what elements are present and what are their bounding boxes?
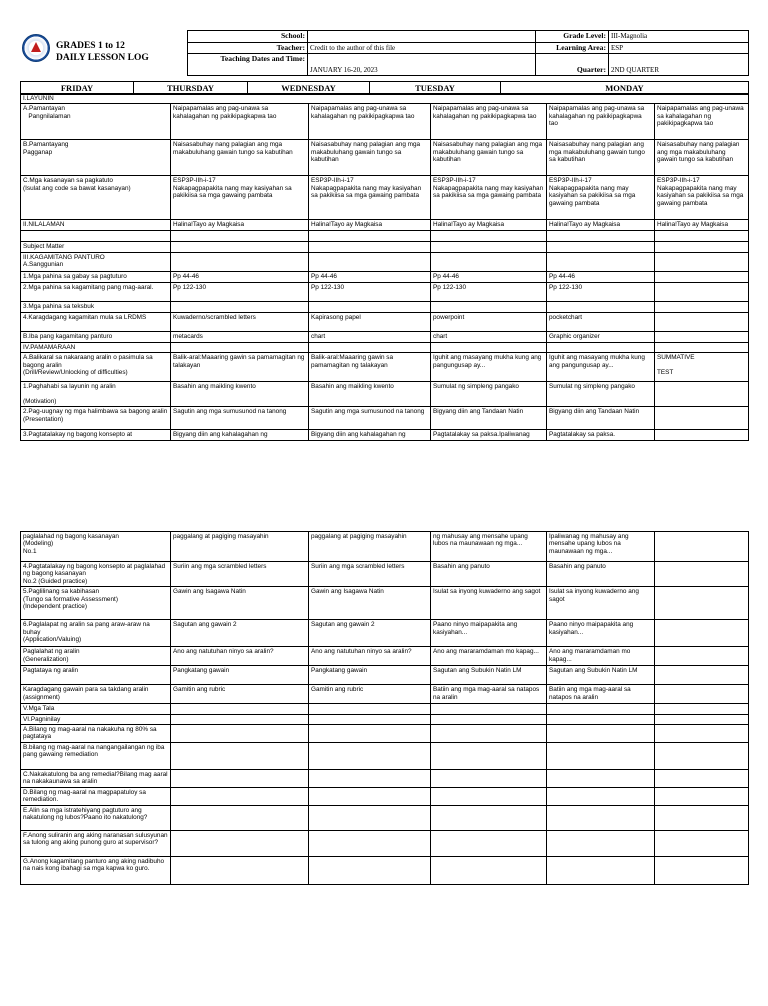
table-cell bbox=[431, 770, 547, 788]
table-cell: Pagtatalakay sa paksa.Ipaliwanag bbox=[431, 430, 547, 441]
table-cell: Naipapamalas ang pag-unawa sa kahalagahan ng pakikipagkapwa tao bbox=[309, 104, 431, 140]
table-row bbox=[21, 342, 749, 352]
table-cell: ESP3P-IIh-i-17 Nakapagpapakita nang may kasiyahan sa pakikiisa sa mga gawaing pambata bbox=[547, 176, 655, 220]
row-label: A.Pamantayan Pangnilalaman bbox=[21, 104, 171, 140]
table-cell bbox=[171, 704, 309, 714]
table-row bbox=[21, 788, 749, 806]
table-cell bbox=[171, 342, 309, 352]
table-row bbox=[21, 666, 749, 685]
table-cell bbox=[547, 788, 655, 806]
table-cell: Balik-aral:Maaaring gawin sa pamamagitan ng talakayan bbox=[309, 353, 431, 382]
table-cell bbox=[655, 788, 749, 806]
table-cell: Halina!Tayo ay Magkaisa bbox=[171, 220, 309, 231]
table-cell: Gawin ang Isagawa Natin bbox=[171, 587, 309, 620]
table-cell: chart bbox=[309, 331, 431, 342]
table-cell bbox=[171, 856, 309, 884]
table-row bbox=[21, 301, 749, 312]
table-cell bbox=[171, 301, 309, 312]
deped-seal-icon bbox=[22, 34, 50, 62]
table-cell: Halina!Tayo ay Magkaisa bbox=[655, 220, 749, 231]
table-cell bbox=[309, 242, 431, 252]
table-cell: Bigyang diin ang Tandaan Natin bbox=[547, 407, 655, 430]
table-cell bbox=[309, 342, 431, 352]
table-cell bbox=[431, 805, 547, 830]
table-cell bbox=[171, 714, 309, 724]
table-cell: Naisasabuhay nang palagian ang mga makabuluhang gawain tungo sa kabutihan bbox=[309, 140, 431, 176]
table-row bbox=[21, 562, 749, 587]
table-cell: Pp 44-46 bbox=[547, 271, 655, 282]
table-cell bbox=[547, 301, 655, 312]
table-row bbox=[21, 856, 749, 884]
learning-area-label: Learning Area: bbox=[536, 42, 609, 54]
table-cell: ESP3P-IIh-i-17 Nakapagpapakita nang may kasiyahan sa pakikiisa sa mga gawaing pambata bbox=[309, 176, 431, 220]
table-cell bbox=[655, 666, 749, 685]
table-cell: Naipapamalas ang pag-unawa sa kahalagahan ng pakikipagkapwa tao bbox=[655, 104, 749, 140]
table-cell: Pp 44-46 bbox=[309, 271, 431, 282]
table-cell bbox=[655, 382, 749, 407]
row-label: 6.Paglalapat ng aralin sa pang araw-araw na buhay (Application/Valuing) bbox=[21, 620, 171, 647]
table-cell: ESP3P-IIh-i-17 Nakapagpapakita nang may kasiyahan sa pakikiisa sa mga gawaing pambata bbox=[655, 176, 749, 220]
table-cell: Suriin ang mga scrambled letters bbox=[309, 562, 431, 587]
table-cell bbox=[309, 856, 431, 884]
table-cell: Gawin ang Isagawa Natin bbox=[309, 587, 431, 620]
table-row bbox=[21, 620, 749, 647]
row-label: III.KAGAMITANG PANTURO A.Sanggunian bbox=[21, 252, 171, 271]
school-label: School: bbox=[188, 31, 308, 43]
row-label: I.LAYUNIN bbox=[21, 94, 749, 104]
header-table bbox=[187, 30, 749, 76]
table-cell: Pangkatang gawain bbox=[309, 666, 431, 685]
table-row bbox=[21, 770, 749, 788]
table-cell: Suriin ang mga scrambled letters bbox=[171, 562, 309, 587]
table-cell bbox=[655, 342, 749, 352]
table-cell: metacards bbox=[171, 331, 309, 342]
table-cell: Gamitin ang rubric bbox=[309, 685, 431, 704]
row-label: 5.Paglilinang sa kabihasan (Tungo sa formative Assessment) (Independent practice) bbox=[21, 587, 171, 620]
row-label: Karagdagang gawain para sa takdang aralin (assignment) bbox=[21, 685, 171, 704]
table-cell: Sagutan ang Subukin Natin LM bbox=[547, 666, 655, 685]
table-row bbox=[21, 743, 749, 770]
table-cell bbox=[171, 805, 309, 830]
row-label: D.Bilang ng mag-aaral na magpapatuloy sa remediation. bbox=[21, 788, 171, 806]
table-row bbox=[21, 407, 749, 430]
table-cell bbox=[655, 725, 749, 743]
table-row bbox=[21, 430, 749, 441]
grade-level-label: Grade Level: bbox=[536, 31, 609, 43]
table-cell bbox=[171, 242, 309, 252]
day-tuesday: TUESDAY bbox=[370, 82, 501, 95]
row-label: VI.Pagninilay bbox=[21, 714, 171, 724]
table-cell: Graphic organizer bbox=[547, 331, 655, 342]
grade-level-value: III-Magnolia bbox=[609, 31, 749, 43]
table-row bbox=[21, 714, 749, 724]
table-cell: Halina!Tayo ay Magkaisa bbox=[547, 220, 655, 231]
table-row bbox=[21, 282, 749, 301]
teaching-dates-label: Teaching Dates and Time: bbox=[188, 54, 308, 76]
table-cell: ng mahusay ang mensahe upang lubos na maunawaan ng mga... bbox=[431, 532, 547, 562]
table-cell bbox=[309, 231, 431, 242]
table-row bbox=[21, 220, 749, 231]
table-row bbox=[21, 331, 749, 342]
table-cell: Iguhit ang masayang mukha kung ang pangungusap ay... bbox=[431, 353, 547, 382]
table-cell bbox=[431, 714, 547, 724]
title-line-1: GRADES 1 to 12 bbox=[56, 41, 125, 51]
table-cell: Sagutan ang gawain 2 bbox=[309, 620, 431, 647]
table-cell bbox=[655, 407, 749, 430]
row-label: 4.Karagdagang kagamitan mula sa LRDMS bbox=[21, 312, 171, 331]
table-cell: Bigyang diin ang Tandaan Natin bbox=[431, 407, 547, 430]
table-cell bbox=[655, 242, 749, 252]
table-cell bbox=[547, 342, 655, 352]
row-label: 1.Paghahabi sa layunin ng aralin (Motivation) bbox=[21, 382, 171, 407]
table-cell bbox=[547, 725, 655, 743]
table-row bbox=[21, 830, 749, 856]
row-label: 4.Pagtatalakay ng bagong konsepto at paglalahad ng bagong kasanayan No.2 (Guided practice) bbox=[21, 562, 171, 587]
table-cell bbox=[655, 331, 749, 342]
table-row bbox=[21, 704, 749, 714]
table-cell bbox=[655, 620, 749, 647]
table-cell: SUMMATIVE TEST bbox=[655, 353, 749, 382]
row-label: B.Pamantayang Pagganap bbox=[21, 140, 171, 176]
table-row bbox=[21, 312, 749, 331]
table-cell: Iguhit ang masayang mukha kung ang pangungusap ay... bbox=[547, 353, 655, 382]
table-cell: Ano ang natutuhan ninyo sa aralin? bbox=[171, 647, 309, 666]
table-cell bbox=[431, 301, 547, 312]
table-cell: Pagtatalakay sa paksa. bbox=[547, 430, 655, 441]
table-cell bbox=[309, 805, 431, 830]
table-cell bbox=[431, 725, 547, 743]
table-cell bbox=[431, 231, 547, 242]
table-cell bbox=[655, 562, 749, 587]
row-label: F.Anong suliranin ang aking naranasan sulusyunan sa tulong ang aking punong guro at supervisor? bbox=[21, 830, 171, 856]
table-cell bbox=[655, 647, 749, 666]
row-label: 2.Mga pahina sa kagamitang pang mag-aaral. bbox=[21, 282, 171, 301]
row-label: C.Mga kasanayan sa pagkatuto (Isulat ang code sa bawat kasanayan) bbox=[21, 176, 171, 220]
table-cell bbox=[171, 252, 309, 271]
table-cell bbox=[655, 685, 749, 704]
teacher-value: Credit to the author of this file bbox=[308, 42, 536, 54]
title-line-2: DAILY LESSON LOG bbox=[56, 53, 149, 63]
row-label: E.Alin sa mga istratehiyang pagtuturo ang nakatulong ng lubos?Paano ito nakatulong? bbox=[21, 805, 171, 830]
table-cell bbox=[309, 770, 431, 788]
table-cell: Naipapamalas ang pag-unawa sa kahalagahan ng pakikipagkapwa tao bbox=[171, 104, 309, 140]
table-cell bbox=[547, 830, 655, 856]
table-cell bbox=[547, 252, 655, 271]
table-cell bbox=[171, 743, 309, 770]
table-cell: powerpoint bbox=[431, 312, 547, 331]
row-label: Subject Matter bbox=[21, 242, 171, 252]
table-cell bbox=[309, 704, 431, 714]
row-label: V.Mga Tala bbox=[21, 704, 171, 714]
table-cell: Naisasabuhay nang palagian ang mga makabuluhang gawain tungo sa kabutihan bbox=[547, 140, 655, 176]
day-friday: FRIDAY bbox=[21, 82, 134, 95]
quarter-value: 2ND QUARTER bbox=[609, 54, 749, 76]
table-cell bbox=[655, 231, 749, 242]
table-cell: Pp 44-46 bbox=[431, 271, 547, 282]
table-cell bbox=[431, 743, 547, 770]
table-cell bbox=[309, 830, 431, 856]
quarter-label: Quarter: bbox=[536, 54, 609, 76]
row-label: 3.Mga pahina sa teksbuk bbox=[21, 301, 171, 312]
table-cell bbox=[655, 770, 749, 788]
row-label: G.Anong kagamitang panturo ang aking nadibuho na nais kong ibahagi sa mga kapwa ko guro. bbox=[21, 856, 171, 884]
table-cell: Batiin ang mga mag-aaral sa natapos na aralin bbox=[547, 685, 655, 704]
day-monday: MONDAY bbox=[501, 82, 749, 95]
table-cell bbox=[171, 231, 309, 242]
table-cell bbox=[309, 743, 431, 770]
table-cell bbox=[431, 830, 547, 856]
table-cell bbox=[655, 704, 749, 714]
table-row bbox=[21, 685, 749, 704]
table-cell bbox=[171, 788, 309, 806]
table-cell: Pp 122-130 bbox=[309, 282, 431, 301]
table-cell bbox=[655, 532, 749, 562]
lesson-table-part-1 bbox=[20, 93, 749, 441]
table-cell bbox=[171, 830, 309, 856]
row-label: Pagtataya ng aralin bbox=[21, 666, 171, 685]
table-cell bbox=[547, 231, 655, 242]
table-row bbox=[21, 647, 749, 666]
table-cell: Naipapamalas ang pag-unawa sa kahalagahan ng pakikipagkapwa tao bbox=[431, 104, 547, 140]
table-cell: Basahin ang maikling kwento bbox=[309, 382, 431, 407]
row-label: Paglalahat ng aralin (Generalization) bbox=[21, 647, 171, 666]
table-cell: ESP3P-IIh-i-17 Nakapagpapakita nang may kasiyahan sa pakikiisa sa mga gawaing pambata bbox=[171, 176, 309, 220]
table-cell: Pp 44-46 bbox=[171, 271, 309, 282]
table-cell bbox=[547, 704, 655, 714]
table-row bbox=[21, 587, 749, 620]
table-cell: Sagutin ang mga sumusunod na tanong bbox=[309, 407, 431, 430]
table-cell bbox=[655, 430, 749, 441]
table-cell bbox=[655, 252, 749, 271]
table-cell: Halina!Tayo ay Magkaisa bbox=[431, 220, 547, 231]
table-cell bbox=[655, 830, 749, 856]
table-cell: Halina!Tayo ay Magkaisa bbox=[309, 220, 431, 231]
table-cell bbox=[309, 301, 431, 312]
table-cell bbox=[547, 805, 655, 830]
row-label: C.Nakakatulong ba ang remedial?Bilang mag aaral na nakakaunawa sa aralin bbox=[21, 770, 171, 788]
table-row bbox=[21, 725, 749, 743]
table-cell: Kuwaderno/scrambled letters bbox=[171, 312, 309, 331]
table-cell bbox=[547, 714, 655, 724]
table-cell: Pp 122-130 bbox=[171, 282, 309, 301]
row-label bbox=[21, 231, 171, 242]
row-label: IV.PAMAMARAAN bbox=[21, 342, 171, 352]
table-cell: Sumulat ng simpleng pangako bbox=[431, 382, 547, 407]
table-cell: Basahin ang maikling kwento bbox=[171, 382, 309, 407]
table-cell: Ano ang mararamdaman mo kapag... bbox=[431, 647, 547, 666]
table-cell: Isulat sa inyong kuwaderno ang sagot bbox=[547, 587, 655, 620]
table-cell: paggalang at pagiging masayahin bbox=[309, 532, 431, 562]
row-label: paglalahad ng bagong kasanayan (Modeling) No.1 bbox=[21, 532, 171, 562]
table-row bbox=[21, 140, 749, 176]
table-cell: Sumulat ng simpleng pangako bbox=[547, 382, 655, 407]
table-cell bbox=[171, 725, 309, 743]
table-cell bbox=[309, 788, 431, 806]
table-cell: Kapirasong papel bbox=[309, 312, 431, 331]
table-cell bbox=[547, 242, 655, 252]
table-row bbox=[21, 94, 749, 104]
school-value bbox=[308, 31, 536, 43]
table-cell: Naipapamalas ang pag-unawa sa kahalagahan ng pakikipagkapwa tao bbox=[547, 104, 655, 140]
table-cell: Pp 122-130 bbox=[547, 282, 655, 301]
table-cell bbox=[655, 312, 749, 331]
table-cell: Sagutin ang mga sumusunod na tanong bbox=[171, 407, 309, 430]
table-cell: Sagutan ang Subukin Natin LM bbox=[431, 666, 547, 685]
day-wednesday: WEDNESDAY bbox=[248, 82, 370, 95]
table-cell bbox=[655, 282, 749, 301]
table-cell bbox=[431, 342, 547, 352]
table-cell bbox=[431, 252, 547, 271]
table-cell bbox=[655, 587, 749, 620]
table-row bbox=[21, 252, 749, 271]
table-cell: Pangkatang gawain bbox=[171, 666, 309, 685]
table-cell: Paano ninyo maipapakita ang kasiyahan... bbox=[547, 620, 655, 647]
table-cell: Pp 122-130 bbox=[431, 282, 547, 301]
table-cell: Ipaliwanag ng mahusay ang mensahe upang lubos na maunawaan ng mga... bbox=[547, 532, 655, 562]
table-cell: Bigyang diin ang kahalagahan ng bbox=[309, 430, 431, 441]
teacher-label: Teacher: bbox=[188, 42, 308, 54]
table-cell bbox=[547, 743, 655, 770]
table-cell bbox=[171, 770, 309, 788]
table-row bbox=[21, 382, 749, 407]
table-cell bbox=[309, 725, 431, 743]
table-cell: pocketchart bbox=[547, 312, 655, 331]
table-cell bbox=[431, 788, 547, 806]
lesson-table-part-2 bbox=[20, 531, 749, 885]
table-row bbox=[21, 104, 749, 140]
teaching-dates-value: JANUARY 16-20, 2023 bbox=[308, 54, 536, 76]
table-cell: Ano ang mararamdaman mo kapag... bbox=[547, 647, 655, 666]
table-cell: Batiin ang mga mag-aaral sa natapos na aralin bbox=[431, 685, 547, 704]
table-cell: chart bbox=[431, 331, 547, 342]
row-label: A.Balikaral sa nakaraang aralin o pasimula sa bagong aralin (Drill/Review/Unlocking of difficulties) bbox=[21, 353, 171, 382]
table-cell bbox=[431, 856, 547, 884]
table-cell: Balik-aral:Maaaring gawin sa pamamagitan ng talakayan bbox=[171, 353, 309, 382]
table-cell bbox=[431, 704, 547, 714]
table-cell bbox=[655, 856, 749, 884]
table-cell bbox=[655, 805, 749, 830]
table-cell bbox=[431, 242, 547, 252]
learning-area-value: ESP bbox=[609, 42, 749, 54]
table-cell bbox=[309, 252, 431, 271]
table-cell: Isulat sa inyong kuwaderno ang sagot bbox=[431, 587, 547, 620]
row-label: II.NILALAMAN bbox=[21, 220, 171, 231]
row-label: 1.Mga pahina sa gabay sa pagtuturo bbox=[21, 271, 171, 282]
day-thursday: THURSDAY bbox=[134, 82, 248, 95]
table-row bbox=[21, 242, 749, 252]
table-cell bbox=[655, 714, 749, 724]
table-cell bbox=[547, 770, 655, 788]
row-label: 2.Pag-uugnay ng mga halimbawa sa bagong aralin (Presentation) bbox=[21, 407, 171, 430]
row-label: A.Bilang ng mag-aaral na nakakuha ng 80% sa pagtataya bbox=[21, 725, 171, 743]
row-label: B.bilang ng mag-aaral na nangangailangan ng iba pang gawaing remediation bbox=[21, 743, 171, 770]
table-cell: Basahin ang panuto bbox=[431, 562, 547, 587]
table-cell bbox=[655, 743, 749, 770]
table-cell: Bigyang diin ang kahalagahan ng bbox=[171, 430, 309, 441]
table-cell: Basahin ang panuto bbox=[547, 562, 655, 587]
table-cell bbox=[309, 714, 431, 724]
table-cell: Naisasabuhay nang palagian ang mga makabuluhang gawain tungo sa kabutihan bbox=[431, 140, 547, 176]
table-cell bbox=[655, 301, 749, 312]
table-cell: ESP3P-IIh-i-17 Nakapagpapakita nang may kasiyahan sa pakikiisa sa mga gawaing pambata bbox=[431, 176, 547, 220]
table-cell bbox=[655, 271, 749, 282]
table-row bbox=[21, 231, 749, 242]
table-row bbox=[21, 271, 749, 282]
table-cell: Ano ang natutuhan ninyo sa aralin? bbox=[309, 647, 431, 666]
row-label: 3.Pagtatalakay ng bagong konsepto at bbox=[21, 430, 171, 441]
document-title bbox=[56, 40, 149, 64]
table-row bbox=[21, 353, 749, 382]
table-row bbox=[21, 805, 749, 830]
table-cell: Naisasabuhay nang palagian ang mga makabuluhang gawain tungo sa kabutihan bbox=[171, 140, 309, 176]
table-cell: Naisasabuhay nang palagian ang mga makabuluhang gawain tungo sa kabutihan bbox=[655, 140, 749, 176]
table-row bbox=[21, 176, 749, 220]
table-cell: Paano ninyo maipapakita ang kasiyahan... bbox=[431, 620, 547, 647]
table-cell: paggalang at pagiging masayahin bbox=[171, 532, 309, 562]
table-cell bbox=[547, 856, 655, 884]
table-row bbox=[21, 532, 749, 562]
table-cell: Gamitin ang rubric bbox=[171, 685, 309, 704]
table-cell: Sagutan ang gawain 2 bbox=[171, 620, 309, 647]
row-label: B.Iba pang kagamitang panturo bbox=[21, 331, 171, 342]
